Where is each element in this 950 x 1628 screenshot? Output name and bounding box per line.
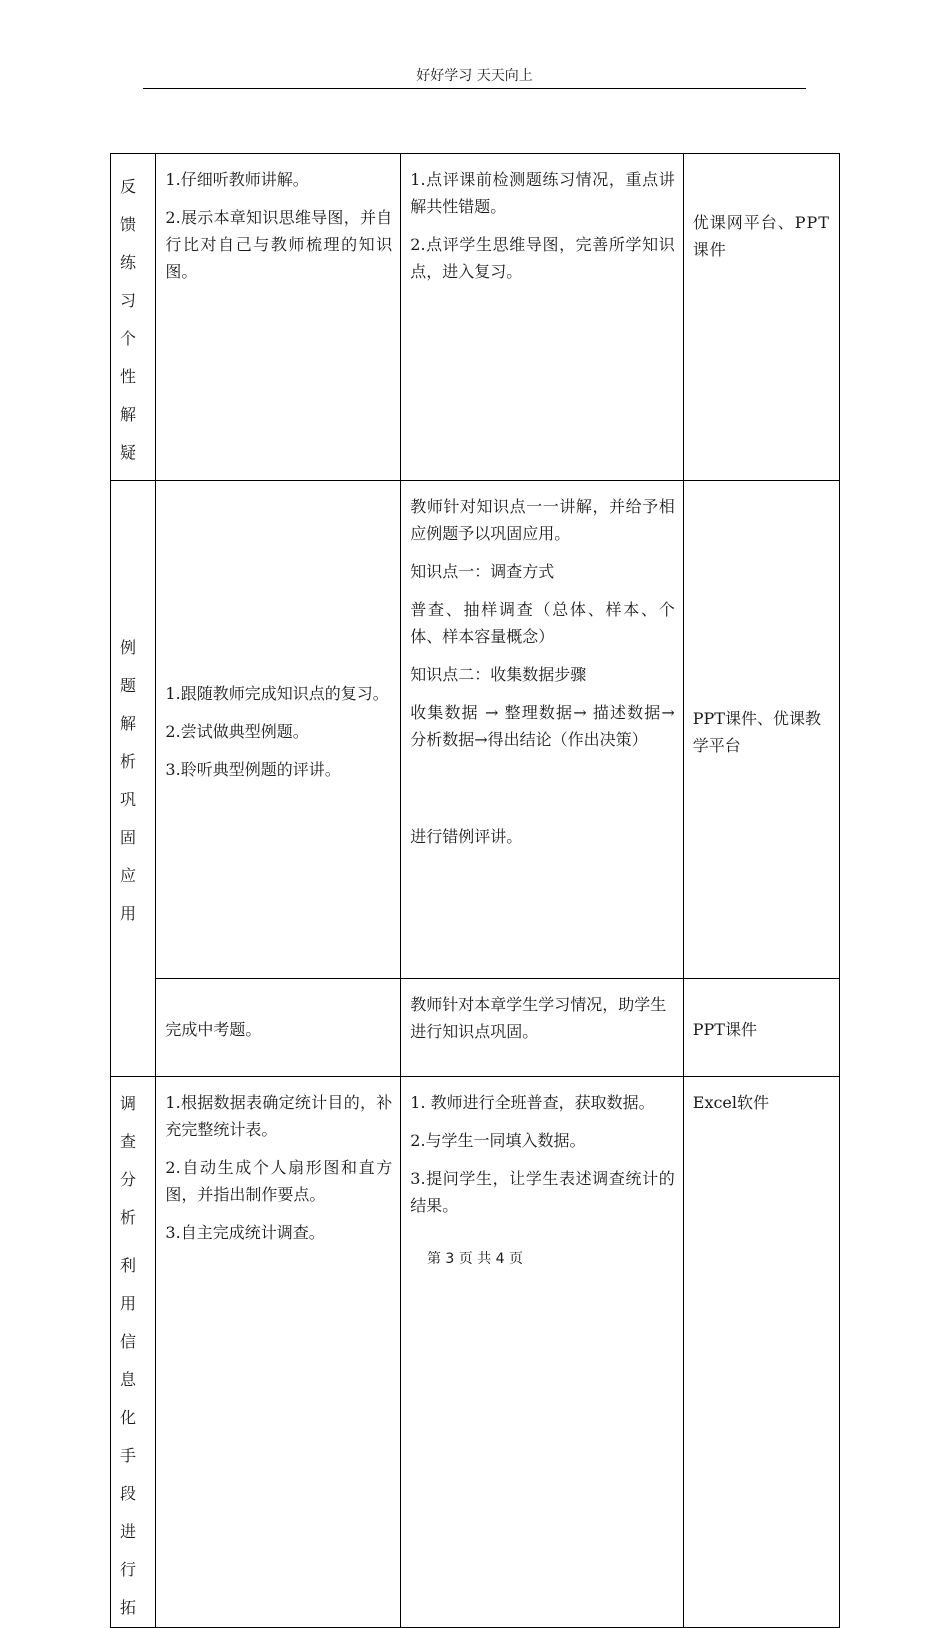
student-activity-cell (156, 1077, 401, 1628)
student-activity: 3.自主完成统计调查。 (165, 1223, 325, 1242)
resource-text: PPT课件、优课教学平台 (692, 708, 821, 755)
resource-cell (683, 154, 839, 481)
stage-label: 分析 (120, 1170, 141, 1227)
stage-label: 练习 (120, 253, 141, 310)
table-row (111, 481, 840, 979)
stage-label: 段进 (120, 1484, 141, 1541)
page-footer: 第 3 页 共 4 页 (426, 1251, 524, 1267)
teacher-activity: 教师针对本章学生学习情况，助学生进行知识点巩固。 (410, 995, 667, 1041)
resource-text: Excel软件 (692, 1093, 770, 1112)
resource-cell (683, 481, 839, 979)
stage-label: 个性 (120, 329, 141, 386)
student-activity: 3.聆听典型例题的评讲。 (165, 760, 341, 779)
student-activity-cell (156, 481, 401, 979)
resource-cell (683, 979, 839, 1077)
stage-label: 信息 (120, 1332, 141, 1389)
stage-label: 解疑 (120, 405, 141, 462)
stage-label: 例题 (120, 637, 141, 695)
teacher-activity-cell (401, 481, 684, 979)
stage-label: 调查 (120, 1094, 141, 1151)
stage-label: 行拓 (120, 1560, 141, 1617)
header-divider (143, 88, 806, 89)
student-activity: 1.仔细听教师讲解。 (165, 170, 309, 189)
stage-label: 反馈 (120, 177, 141, 234)
stage-cell (111, 481, 156, 1077)
stage-label: 利用 (120, 1256, 141, 1313)
student-activity: 2.尝试做典型例题。 (165, 722, 309, 741)
resource-text: 优课网平台、PPT课件 (692, 213, 830, 259)
resource-cell (683, 1077, 839, 1628)
table-row (111, 979, 840, 1077)
student-activity: 完成中考题。 (165, 1020, 262, 1039)
teacher-activity: 教师针对知识点一一讲解，并给予相应例题予以巩固应用。 (410, 497, 675, 543)
student-activity: 2.自动生成个人扇形图和直方图，并指出制作要点。 (165, 1158, 393, 1204)
student-activity-cell (156, 979, 401, 1077)
stage-label: 化手 (120, 1408, 141, 1465)
teacher-activity-cell (401, 154, 684, 481)
teacher-activity: 知识点一：调查方式 (410, 562, 555, 581)
teacher-activity: 1. 教师进行全班普查，获取数据。 (410, 1093, 655, 1112)
teacher-activity: 普查、抽样调查（总体、样本、个体、样本容量概念） (410, 600, 675, 646)
teacher-activity: 1.点评课前检测题练习情况，重点讲解共性错题。 (410, 170, 675, 216)
student-activity: 1.跟随教师完成知识点的复习。 (165, 684, 389, 703)
student-activity: 2.展示本章知识思维导图，并自行比对自己与教师梳理的知识图。 (165, 208, 393, 281)
student-activity: 1.根据数据表确定统计目的，补充完整统计表。 (165, 1093, 393, 1139)
stage-label: 应用 (120, 865, 141, 923)
teacher-activity: 收集数据 → 整理数据→ 描述数据→ 分析数据→得出结论（作出决策） (410, 703, 675, 749)
stage-label: 巩固 (120, 789, 141, 847)
student-activity-cell (156, 154, 401, 481)
resource-text: PPT课件 (692, 1020, 757, 1039)
teacher-activity: 2.与学生一同填入数据。 (410, 1131, 586, 1150)
lesson-plan-table (110, 153, 840, 1628)
teacher-activity-cell (401, 1077, 684, 1628)
page-header: 好好学习 天天向上 (416, 68, 533, 84)
teacher-activity: 知识点二：收集数据步骤 (410, 665, 587, 684)
teacher-activity: 3.提问学生，让学生表述调查统计的结果。 (410, 1169, 675, 1215)
stage-cell (111, 154, 156, 481)
teacher-activity: 2.点评学生思维导图，完善所学知识点，进入复习。 (410, 235, 675, 281)
table-row (111, 154, 840, 481)
stage-label: 解析 (120, 713, 141, 771)
stage-cell (111, 1077, 156, 1628)
teacher-activity-cell (401, 979, 684, 1077)
table-row (111, 1077, 840, 1628)
teacher-activity: 进行错例评讲。 (410, 827, 523, 846)
